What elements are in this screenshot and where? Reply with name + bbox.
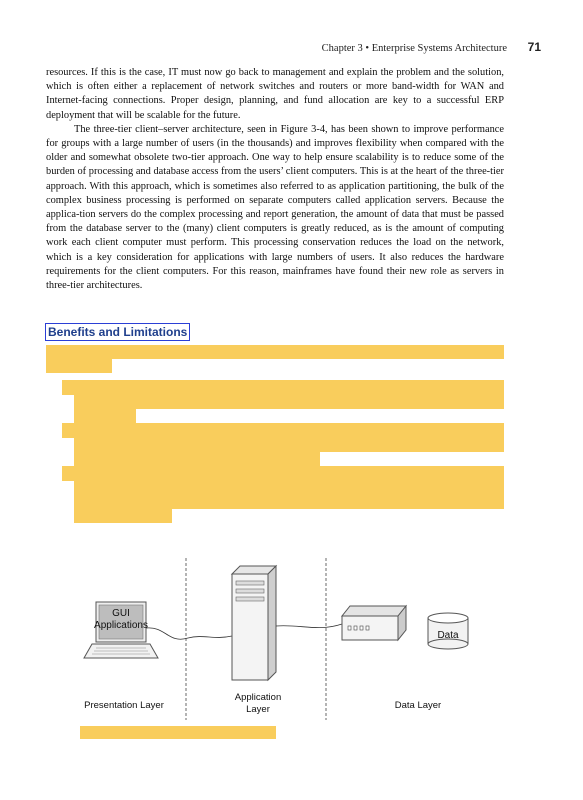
highlight-block [62,380,504,395]
highlight-block [74,481,504,495]
highlight-block [74,438,504,452]
data-label: Data [437,630,459,641]
gui-label: GUI [112,608,130,619]
highlight-block [74,395,504,409]
highlight-block [46,359,112,373]
applications-label: Applications [94,620,148,631]
page-number: 71 [527,40,541,54]
paragraph-2: The three-tier client–server architecture, seen in Figure 3-4, has been shown to improve performance for groups with a large number of users (in the thousands) and improves flexibility when compared with the older and somewhat obsolete two-tier approach. One way to help ensure scalability is to reduce some of the burden of processing and database access from the users’ client computers. This is at the heart of the three-tier approach. With this approach, which is sometimes also referred to as application partitioning, the bulk of the complex business processing is performed on separate computers called application servers. Because the applica-tion servers do the complex processing and report generation, the amount of data that must be passed from the database server to the (many) client computers is greatly reduced, as is the amount of computing work each client computer must perform. This processing conservation reduces the load on the network, which is a key consideration for applications with large numbers of users. It also reduces the hardware requirements for the client computers. For this reason, mainframes have found their new role as servers in three-tier architectures. [46,123,504,292]
running-header [0,40,541,54]
highlight-block [74,409,136,423]
network-connection [276,624,342,628]
highlight-block [62,466,504,481]
caption-highlight [80,726,276,739]
highlight-block [74,452,320,466]
server-icon [232,566,276,680]
storage-device-icon [342,606,406,640]
data-layer-label: Data Layer [394,700,442,711]
highlight-block [74,509,172,523]
highlight-block [62,423,504,438]
three-tier-architecture-figure [0,540,583,740]
presentation-layer-label: Presentation Layer [84,700,164,711]
network-connection [146,628,232,639]
section-heading: Benefits and Limitations [45,323,190,341]
application-layer-label-2: Layer [246,704,270,715]
highlight-block [74,495,504,509]
highlight-block [46,345,504,359]
paragraph-1: resources. If this is the case, IT must now go back to management and explain the problem and the solution, which is often either a replacement of network switches and routers or more band-width for WAN and Internet-facing connections. Proper design, planning, and fund allocation are key to a successful ERP deployment that will be scalable for the future. [46,67,504,121]
chapter-title: Chapter 3 • Enterprise Systems Architecture [321,43,508,54]
application-layer-label: Application [234,692,282,703]
body-text [46,66,504,293]
